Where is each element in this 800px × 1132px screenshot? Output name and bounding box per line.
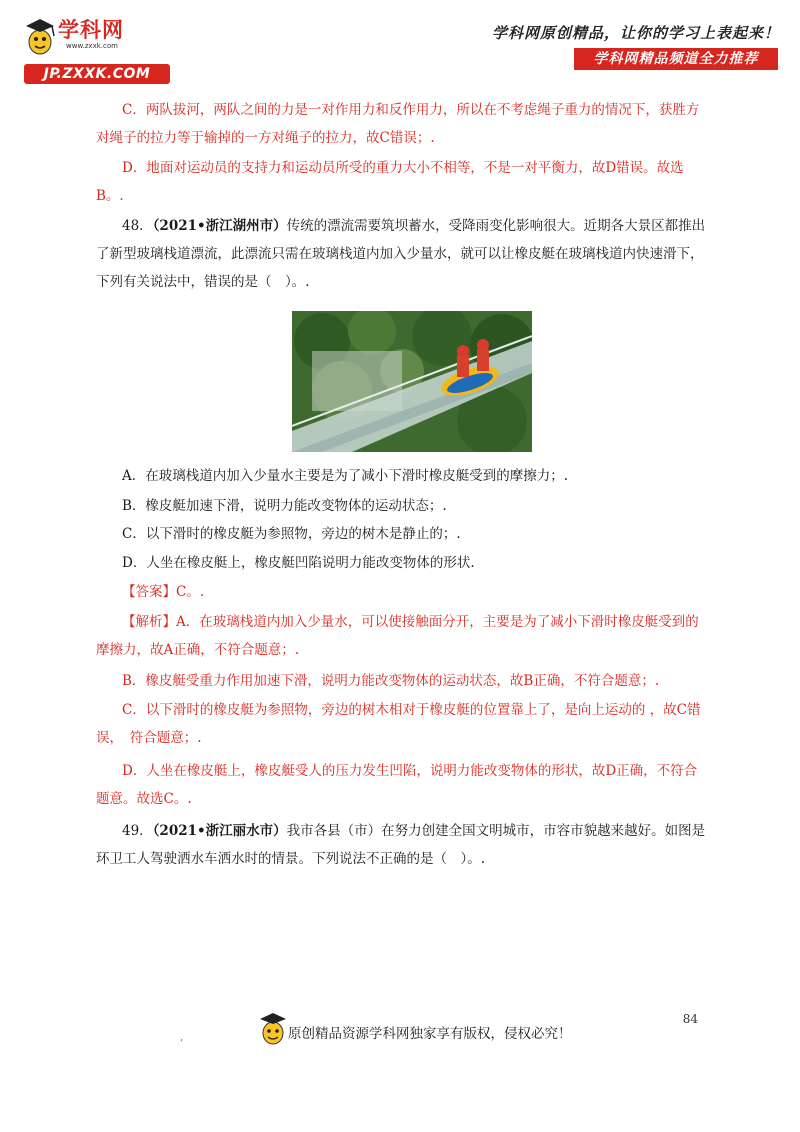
site-logo (14, 14, 164, 82)
question-text: 我市各县（市）在努力创建全国文明城市，市容市貌越来越好。如图是环卫工人驾驶洒水车洒水时的情景。下列说法不正确的是（ ）。. (96, 823, 706, 867)
prev-option-c: C．两队拔河，两队之间的力是一对作用力和反作用力，所以在不考虑绳子重力的情况下，获胜方对绳子的拉力等于输掉的一方对绳子的拉力，故C错误；. (96, 102, 700, 146)
channel-banner: 学科网精品频道全力推荐 (574, 48, 778, 70)
analysis-d: D．人坐在橡皮艇上，橡皮艇受人的压力发生凹陷，说明力能改变物体的形状，故D正确，不符合题意。故选C。. (96, 763, 698, 807)
question-source: （2021•浙江丽水市） (152, 823, 287, 839)
page-number: 84 (682, 1012, 698, 1026)
logo-text: 学科网 (58, 18, 124, 42)
option-d: D．人坐在橡皮艇上，橡皮艇凹陷说明力能改变物体的形状. (122, 555, 475, 571)
answer: 【答案】C。. (122, 584, 205, 600)
mascot-icon (22, 16, 58, 56)
option-c: C．以下滑时的橡皮艇为参照物，旁边的树木是静止的；. (122, 526, 461, 542)
question-text: 传统的漂流需要筑坝蓄水，受降雨变化影响很大。近期各大景区都推出了新型玻璃栈道漂流，此漂流只需在玻璃栈道内加入少量水，就可以让橡皮艇在玻璃栈道内快速滑下，下列有关说法中，错误的是（ ）。. (96, 218, 706, 290)
question-48 (96, 212, 708, 296)
question-number: 49． (122, 823, 153, 839)
analysis-a (96, 608, 708, 664)
header-slogan: 学科网原创精品，让你的学习上表起来！ (491, 24, 780, 42)
logo-url: www.zxxk.com (66, 42, 118, 50)
footer-mark: , (180, 1032, 184, 1043)
option-b: B．橡皮艇加速下滑，说明力能改变物体的运动状态；. (122, 498, 447, 514)
option-a: A．在玻璃栈道内加入少量水主要是为了减小下滑时橡皮艇受到的摩擦力；. (122, 468, 569, 484)
question-49 (96, 817, 708, 873)
analysis-c: C．以下滑时的橡皮艇为参照物，旁边的树木相对于橡皮艇的位置靠上了，是向上运动的 ，故C错误， 符合题意；. (96, 702, 701, 746)
raft-photo (292, 311, 532, 452)
logo-badge: JP.ZXXK.COM (24, 64, 170, 84)
analysis-tag: 【解析】 (122, 614, 176, 630)
analysis-a-text: A．在玻璃栈道内加入少量水，可以使接触面分开，主要是为了减小下滑时橡皮艇受到的摩擦力，故A正确，不符合题意；. (96, 614, 699, 658)
mascot-icon (258, 1010, 288, 1046)
question-source: （2021•浙江湖州市） (152, 218, 287, 234)
analysis-b: B．橡皮艇受重力作用加速下滑，说明力能改变物体的运动状态，故B正确，不符合题意；. (122, 673, 660, 689)
copyright-notice: 原创精品资源学科网独家享有版权，侵权必究！ (288, 1026, 572, 1042)
prev-option-d: D．地面对运动员的支持力和运动员所受的重力大小不相等，不是一对平衡力，故D错误。故选B。. (96, 160, 684, 204)
question-number: 48． (122, 218, 153, 234)
